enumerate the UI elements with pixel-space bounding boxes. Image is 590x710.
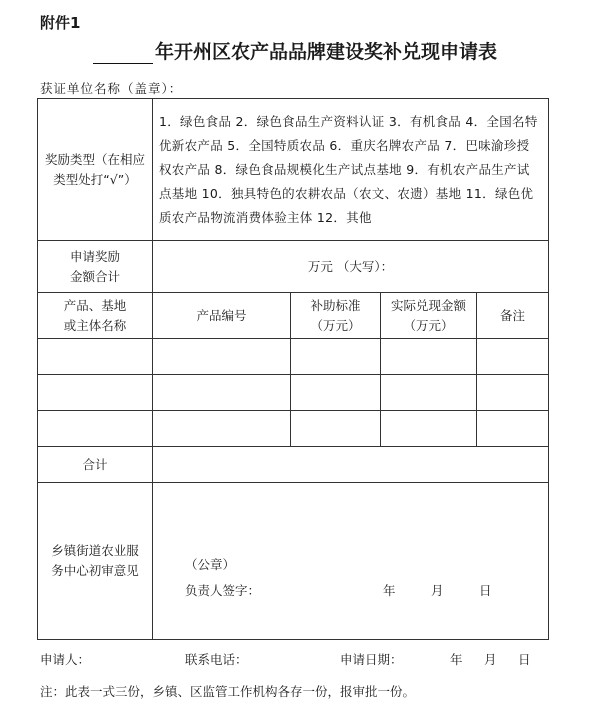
col-product-code: 产品编号 <box>153 293 291 339</box>
official-stamp-label: （公章） <box>185 557 236 572</box>
attachment-label: 附件1 <box>40 14 81 32</box>
award-type-label-line1: 奖励类型（在相应 <box>44 151 145 167</box>
footer-month-label: 月 <box>484 652 497 667</box>
review-label-line2: 务中心初审意见 <box>51 563 139 578</box>
application-form-table <box>37 98 549 640</box>
org-name-label: 获证单位名称（盖章）： <box>40 81 183 96</box>
review-label-line1: 乡镇街道农业服 <box>51 543 139 558</box>
amount-label <box>38 241 153 293</box>
award-types-list[interactable]: 1．绿色食品 2．绿色食品生产资料认证 3．有机食品 4．全国名特优新农产品 5．全国特质农品 6．重庆名牌农产品 7．巴味渝珍授权农产品 8．绿色食品规模化生产试点基地 9．有机农产品生产试点基地 10．独具特色的农耕农品（农文、农遗）基地 11．绿色优质农产品物流消费体验主体 12．其他 <box>153 99 549 241</box>
amount-label-line2: 金额合计 <box>69 268 120 284</box>
signer-label: 负责人签字： <box>185 583 261 598</box>
cell-actual-amount[interactable] <box>381 411 477 447</box>
review-row <box>38 483 549 640</box>
cell-product-code[interactable] <box>153 339 291 375</box>
column-header-row <box>38 293 549 339</box>
applicant-label: 申请人： <box>40 652 91 667</box>
table-row <box>38 411 549 447</box>
footer-year-label: 年 <box>450 652 463 667</box>
table-row <box>38 339 549 375</box>
cell-product-code[interactable] <box>153 375 291 411</box>
footnote: 注：此表一式三份，乡镇、区监管工作机构各存一份，报审批一份。 <box>40 684 416 699</box>
footer-day-label: 日 <box>518 652 531 667</box>
title-text: 年开州区农产品品牌建设奖补兑现申请表 <box>154 41 497 63</box>
cell-subsidy-standard[interactable] <box>291 375 381 411</box>
phone-label: 联系电话： <box>185 652 248 667</box>
total-label: 合计 <box>38 447 153 483</box>
cell-remarks[interactable] <box>477 375 549 411</box>
review-month-label: 月 <box>431 583 444 598</box>
col-actual-line1: 实际兑现金额 <box>390 297 466 313</box>
year-blank-line <box>93 45 153 64</box>
col-subsidy-line2: （万元） <box>310 317 361 333</box>
col-actual-line2: （万元） <box>403 317 454 333</box>
table-row <box>38 375 549 411</box>
review-opinion-field[interactable] <box>153 483 549 640</box>
col-product-subject <box>38 293 153 339</box>
total-value-field[interactable] <box>153 447 549 483</box>
cell-product-subject[interactable] <box>38 411 153 447</box>
col-subsidy-line1: 补助标准 <box>310 297 361 313</box>
review-day-label: 日 <box>479 583 492 598</box>
review-label <box>38 483 153 640</box>
col-remarks: 备注 <box>477 293 549 339</box>
cell-subsidy-standard[interactable] <box>291 339 381 375</box>
col-actual-amount <box>381 293 477 339</box>
cell-product-subject[interactable] <box>38 339 153 375</box>
cell-product-code[interactable] <box>153 411 291 447</box>
signature-footer <box>40 650 560 670</box>
form-title <box>0 37 590 64</box>
amount-value-field[interactable]: 万元 （大写）： <box>153 241 549 293</box>
cell-actual-amount[interactable] <box>381 375 477 411</box>
cell-remarks[interactable] <box>477 339 549 375</box>
cell-remarks[interactable] <box>477 411 549 447</box>
award-type-label <box>38 99 153 241</box>
award-type-row <box>38 99 549 241</box>
cell-actual-amount[interactable] <box>381 339 477 375</box>
col-product-subject-line1: 产品、基地 <box>63 297 127 313</box>
amount-label-line1: 申请奖励 <box>69 248 120 264</box>
application-date-label: 申请日期： <box>340 652 403 667</box>
col-product-subject-line2: 或主体名称 <box>63 317 127 333</box>
total-row <box>38 447 549 483</box>
cell-product-subject[interactable] <box>38 375 153 411</box>
col-subsidy-standard <box>291 293 381 339</box>
amount-row <box>38 241 549 293</box>
cell-subsidy-standard[interactable] <box>291 411 381 447</box>
review-year-label: 年 <box>383 583 396 598</box>
award-type-label-line2: 类型处打“√”） <box>53 171 137 187</box>
